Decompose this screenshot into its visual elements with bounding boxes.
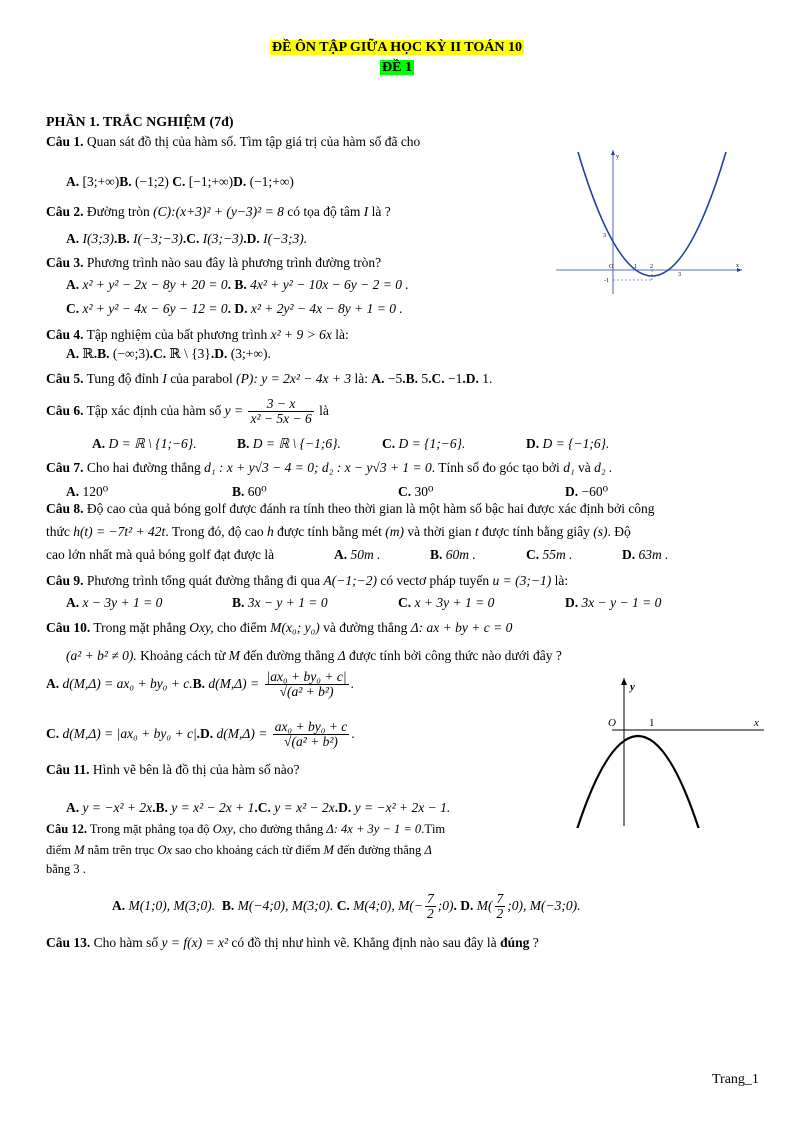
line-d2: d₂ . xyxy=(594,460,613,475)
option-label: . B. xyxy=(227,277,247,292)
question-8-line3 xyxy=(46,547,274,563)
fraction-denominator: 2 xyxy=(427,906,434,922)
graph1-tick-y3: 3 xyxy=(603,233,606,239)
question-8-line1 xyxy=(46,501,655,517)
option-label: C. xyxy=(398,595,412,610)
question-9-option-a xyxy=(66,595,162,611)
height-formula: h(t) = −7t² + 42t xyxy=(73,524,166,539)
question-8-option-c xyxy=(526,547,573,563)
question-9-option-d xyxy=(565,595,661,611)
line-delta: Δ: 4x + 3y − 1 = 0 xyxy=(326,822,422,836)
option-label: A. xyxy=(334,547,348,562)
question-text: có đồ thị như hình vẽ. Khẳng định nào sau đây là xyxy=(231,935,497,950)
unit-meter: (m) xyxy=(385,524,405,539)
option-value: ;0), M(−3;0). xyxy=(507,897,581,913)
question-text: được tính bằng giây xyxy=(482,524,590,539)
question-7 xyxy=(46,460,612,476)
y-axis-arrow xyxy=(621,678,627,685)
question-12-line2 xyxy=(46,843,432,858)
option-value: 50m . xyxy=(350,547,381,562)
option-label: A. xyxy=(112,897,126,913)
option-label: D. xyxy=(526,436,540,451)
question-9 xyxy=(46,573,568,589)
question-label: Câu 8. xyxy=(46,501,84,516)
question-text: và đường thẳng xyxy=(323,620,408,635)
question-text: Cho hàm số xyxy=(93,935,159,950)
option-label: C. xyxy=(46,725,60,741)
question-8-option-a xyxy=(334,547,381,563)
option-value: D = ℝ \ {1;−6}. xyxy=(108,436,197,451)
question-7-option-b xyxy=(232,484,267,500)
question-6-option-a xyxy=(92,436,197,452)
page-title xyxy=(0,40,794,56)
question-5 xyxy=(46,371,492,387)
option-value: 3x − y − 1 = 0 xyxy=(581,595,662,610)
distance-fraction-b xyxy=(265,670,349,699)
option-value: 60⁰ xyxy=(247,484,267,499)
question-label: Câu 1. xyxy=(46,134,84,149)
fraction-numerator: 3 − x xyxy=(248,397,313,412)
option-value: (−1;2) xyxy=(135,174,169,189)
graph2-tick-x1: 1 xyxy=(649,717,655,729)
option-label: .B. xyxy=(93,346,110,361)
question-text: ? xyxy=(532,935,539,950)
point-m-var: M xyxy=(228,648,241,663)
fraction-d xyxy=(495,892,506,921)
question-text: Khoảng cách từ xyxy=(140,648,226,663)
option-label: C. xyxy=(382,436,396,451)
option-label: D. xyxy=(565,484,579,499)
graph1-origin: O xyxy=(609,264,614,270)
question-text: cao lớn nhất mà quả bóng golf đạt được là xyxy=(46,547,275,562)
fraction-denominator: √(a² + b²) xyxy=(279,684,334,700)
question-label: Câu 6. xyxy=(46,402,84,418)
option-label: B. xyxy=(430,547,443,562)
question-label: Câu 4. xyxy=(46,327,84,342)
option-label: A. xyxy=(371,371,385,386)
question-4 xyxy=(46,327,349,343)
option-label: C. xyxy=(336,897,350,913)
option-value: 3x − y + 1 = 0 xyxy=(247,595,328,610)
option-value: d(M,Δ) = xyxy=(208,675,260,691)
point-m-var: M xyxy=(323,843,334,857)
option-label: .C. xyxy=(254,800,271,815)
function-lhs: y = xyxy=(224,402,244,418)
option-value: ℝ \ {3} xyxy=(169,346,211,361)
graph1-tick-x3: 3 xyxy=(678,272,681,278)
option-label: .D. xyxy=(210,346,228,361)
delta-var: Δ xyxy=(337,648,346,663)
option-value: I(−3;−3) xyxy=(133,231,183,246)
option-value: 30⁰ xyxy=(414,484,434,499)
vertex-variable: I xyxy=(162,371,167,386)
question-label: Câu 2. xyxy=(46,204,84,219)
question-10 xyxy=(46,620,512,636)
option-label: A. xyxy=(92,436,106,451)
option-value: D = {−1;6}. xyxy=(542,436,610,451)
option-label: B. xyxy=(192,675,205,691)
line-d1: d₁ xyxy=(563,460,575,475)
option-label: .B. xyxy=(152,800,168,815)
question-9-option-b xyxy=(232,595,328,611)
option-value: I(3;−3) xyxy=(202,231,244,246)
lines-equation: d₁ : x + y√3 − 4 = 0; d₂ : x − y√3 + 1 = 0 xyxy=(204,460,432,475)
question-text: thức xyxy=(46,524,70,539)
function-fraction xyxy=(248,397,313,426)
option-value: (−∞;3) xyxy=(112,346,150,361)
option-label: C. xyxy=(172,174,186,189)
option-value: x² + y² − 2x − 8y + 20 = 0 xyxy=(82,277,228,292)
page-number: Trang_1 xyxy=(712,1072,759,1087)
option-label: .D. xyxy=(462,371,479,386)
question-text: . Tính số đo góc tạo bởi xyxy=(431,460,560,475)
question-6-option-b xyxy=(237,436,341,452)
option-label: B. xyxy=(232,484,245,499)
option-value: D = ℝ \ {−1;6}. xyxy=(252,436,341,451)
question-6 xyxy=(46,397,329,426)
graph1-x-label: x xyxy=(736,263,739,269)
graph1-y-label: y xyxy=(616,154,619,160)
question-text: và xyxy=(578,460,591,475)
question-text: được tính bởi công thức nào dưới đây ? xyxy=(349,648,562,663)
option-value: (−1;+∞) xyxy=(249,174,294,189)
title-line1: ĐỀ ÔN TẬP GIỮA HỌC KỲ II TOÁN 10 xyxy=(272,40,522,55)
point-m: M(x₀; y₀) xyxy=(270,620,320,635)
option-value: 5 xyxy=(421,371,429,386)
option-value: −1 xyxy=(448,371,463,386)
option-value: 55m . xyxy=(542,547,573,562)
question-10-condition xyxy=(66,648,562,664)
fraction-numerator: ax₀ + by₀ + c xyxy=(274,719,348,734)
graph2-x-label: x xyxy=(754,717,759,729)
option-value: [3;+∞) xyxy=(82,174,120,189)
question-label: Câu 13. xyxy=(46,935,91,950)
question-text: đến đường thẳng xyxy=(337,843,422,857)
question-text: , cho đường thẳng xyxy=(232,822,324,836)
minus-sign: − xyxy=(413,897,424,913)
question-text: Đường tròn xyxy=(86,204,150,219)
graph2-origin: O xyxy=(608,717,616,729)
question-text: Cho hai đường thẳng xyxy=(86,460,201,475)
question-2 xyxy=(46,204,391,220)
axis-ox: Ox xyxy=(157,843,173,857)
question-7-option-a xyxy=(66,484,108,500)
graph2-y-label: y xyxy=(630,681,635,693)
option-value: 63m . xyxy=(638,547,669,562)
fraction-numerator: 7 xyxy=(427,891,434,906)
graph1-tick-ym1: -1 xyxy=(604,278,609,284)
option-label: A. xyxy=(66,277,80,292)
fraction-denominator: x² − 5x − 6 xyxy=(250,411,312,427)
question-13 xyxy=(46,935,539,951)
question-4-options xyxy=(66,346,271,362)
question-12-line1 xyxy=(46,822,445,837)
question-text: đến đường thẳng xyxy=(243,648,335,663)
question-6-option-c xyxy=(382,436,465,452)
function-equation: y = f(x) = x² xyxy=(161,935,229,950)
question-text: điểm xyxy=(46,843,71,857)
part1-heading: PHẦN 1. TRẮC NGHIỆM (7đ) xyxy=(46,115,234,130)
question-text: Phương trình nào sau đây là phương trình đường tròn? xyxy=(86,255,382,270)
fraction-numerator: 7 xyxy=(496,891,504,906)
option-label: B. xyxy=(119,174,132,189)
question-text: Trong mặt phẳng tọa độ xyxy=(89,822,210,836)
point-m-var: M xyxy=(74,843,85,857)
question-3-options-ab xyxy=(66,277,409,293)
option-label: A. xyxy=(66,484,80,499)
title-line2: ĐỀ 1 xyxy=(382,60,412,75)
plane-oxy: Oxy, xyxy=(189,620,214,635)
question-10-options-cd: C. d(M,Δ) = |ax₀ + by₀ + c|.D. d(M,Δ) = $\frac{\text{ax₀ + by₀ + c}}{\text{√(a² + b²)}}$ . xyxy=(46,719,355,750)
option-value: x² + 2y² − 4x − 8y + 1 = 0 . xyxy=(250,301,403,316)
question-1-options xyxy=(66,174,294,190)
question-text: là ? xyxy=(371,204,391,219)
question-text: Độ cao của quả bóng golf được đánh ra tính theo thời gian là một hàm số bậc hai được xác định bởi công xyxy=(86,501,655,516)
option-label: . D. xyxy=(227,301,248,316)
fraction-numerator: |ax₀ + by₀ + c| xyxy=(266,669,347,684)
graph1-tick-x2: 2 xyxy=(650,264,653,270)
graph1-tick-x1: 1 xyxy=(634,264,637,270)
option-value: d(M,Δ) = xyxy=(216,725,268,741)
question-text: là: xyxy=(354,371,368,386)
option-value: −60⁰ xyxy=(581,484,609,499)
question-8-line2 xyxy=(46,524,631,540)
option-value: x² + y² − 4x − 6y − 12 = 0 xyxy=(82,301,228,316)
parabola-curve xyxy=(578,152,726,276)
option-value: y = x² − 2x + 1 xyxy=(171,800,255,815)
option-label: D. xyxy=(565,595,579,610)
question-label: Câu 11. xyxy=(46,762,90,777)
option-value: y = −x² + 2x − 1. xyxy=(354,800,451,815)
question-label: Câu 12. xyxy=(46,822,87,836)
question-text: .Tìm xyxy=(421,822,446,836)
parabola-graph-1 xyxy=(556,148,746,296)
question-12-options xyxy=(112,892,581,921)
question-1 xyxy=(46,134,420,150)
point-a: A(−1;−2) xyxy=(323,573,377,588)
question-label: Câu 7. xyxy=(46,460,84,475)
option-label: . D. xyxy=(453,897,474,913)
question-text: Quan sát đồ thị của hàm số. Tìm tập giá trị của hàm số đã cho xyxy=(86,134,421,149)
parabola-graph-2 xyxy=(556,676,768,828)
option-label: .D. xyxy=(334,800,352,815)
option-value: ;0) xyxy=(437,897,454,913)
question-10-options-ab: A. d(M,Δ) = ax₀ + by₀ + c.B. d(M,Δ) = $\frac{\text{|ax₀ + by₀ + c|}}{\text{√(a² + b²)}}$ . xyxy=(46,669,354,700)
option-label: .B. xyxy=(113,231,130,246)
option-label: D. xyxy=(622,547,636,562)
option-value: 1. xyxy=(482,371,493,386)
inequality: x² + 9 > 6x xyxy=(270,327,332,342)
option-value: −5 xyxy=(387,371,403,386)
question-3 xyxy=(46,255,381,271)
question-text: và thời gian xyxy=(407,524,472,539)
question-7-option-d xyxy=(565,484,608,500)
option-label: B. xyxy=(232,595,245,610)
question-text: có tọa độ tâm xyxy=(287,204,361,219)
question-text: . Độ xyxy=(607,524,631,539)
question-6-option-d xyxy=(526,436,609,452)
option-value: D = {1;−6}. xyxy=(398,436,466,451)
option-value: d(M,Δ) = ax₀ + by₀ + c. xyxy=(62,675,193,691)
option-value: M(−4;0), M(3;0). xyxy=(237,897,334,913)
delta-var: Δ xyxy=(424,843,432,857)
question-text: là xyxy=(319,402,329,418)
question-8-option-b xyxy=(430,547,476,563)
option-label: B. xyxy=(237,436,250,451)
option-value: [−1;+∞) xyxy=(188,174,234,189)
option-label: .D. xyxy=(243,231,260,246)
question-text: có vectơ pháp tuyến xyxy=(380,573,490,588)
plane-oxy: Oxy xyxy=(212,822,233,836)
option-label: A. xyxy=(66,595,80,610)
option-label: C. xyxy=(66,301,80,316)
unit-second: (s) xyxy=(593,524,608,539)
option-value: ℝ xyxy=(82,346,94,361)
option-value: M(4;0), M( xyxy=(353,897,414,913)
question-text: Trong mặt phẳng xyxy=(93,620,186,635)
time-var: t xyxy=(474,524,479,539)
question-text: Tập xác định của hàm số xyxy=(86,402,222,418)
line-delta: Δ: ax + by + c = 0 xyxy=(410,620,513,635)
question-text: Tung độ đỉnh xyxy=(86,371,159,386)
height-var: h xyxy=(266,524,274,539)
option-label: A. xyxy=(46,675,60,691)
question-text: của parabol xyxy=(170,371,233,386)
option-value: y = x² − 2x xyxy=(274,800,335,815)
option-label: A. xyxy=(66,346,80,361)
question-text: . Trong đó, độ cao xyxy=(165,524,264,539)
question-text: Phương trình tổng quát đường thẳng đi qua xyxy=(86,573,321,588)
circle-equation: (C):(x+3)² + (y−3)² = 8 xyxy=(153,204,284,219)
option-value: y = −x² + 2x xyxy=(82,800,153,815)
option-label: A. xyxy=(66,231,80,246)
option-label: D. xyxy=(233,174,247,189)
option-label: C. xyxy=(398,484,412,499)
fraction-denominator: √(a² + b²) xyxy=(284,734,338,750)
question-text: nằm trên trục xyxy=(87,843,155,857)
center-variable: I xyxy=(363,204,369,219)
question-text: bằng 3 . xyxy=(46,862,86,876)
question-9-option-c xyxy=(398,595,494,611)
question-label: Câu 10. xyxy=(46,620,91,635)
question-7-option-c xyxy=(398,484,433,500)
question-text: sao cho khoảng cách từ điểm xyxy=(175,843,321,857)
option-label: A. xyxy=(66,174,80,189)
option-value: 120⁰ xyxy=(82,484,109,499)
option-label: B. xyxy=(221,897,235,913)
question-text: được tính bằng mét xyxy=(277,524,382,539)
normal-vector: u = (3;−1) xyxy=(492,573,552,588)
option-value: M( xyxy=(476,897,493,913)
option-value: (3;+∞). xyxy=(230,346,271,361)
question-12-line3 xyxy=(46,862,86,877)
y-axis-arrow xyxy=(611,150,615,155)
fraction-denominator: 2 xyxy=(496,906,504,922)
exam-number xyxy=(0,60,794,76)
option-value: M(1;0), M(3;0). xyxy=(128,897,216,913)
option-value: 60m . xyxy=(445,547,476,562)
question-text: là: xyxy=(554,573,569,588)
fraction-c xyxy=(425,892,436,921)
parabola-curve xyxy=(570,736,706,828)
question-text: cho điểm xyxy=(217,620,267,635)
option-label: .C. xyxy=(182,231,200,246)
option-label: C. xyxy=(526,547,540,562)
question-8-option-d xyxy=(622,547,669,563)
option-value: I(−3;3). xyxy=(263,231,308,246)
option-label: .C. xyxy=(149,346,167,361)
option-label: A. xyxy=(66,800,80,815)
option-value: x + 3y + 1 = 0 xyxy=(414,595,495,610)
parabola-equation: (P): y = 2x² − 4x + 3 xyxy=(236,371,352,386)
question-11-options xyxy=(66,800,450,816)
option-value: I(3;3) xyxy=(82,231,114,246)
question-text: Hình vẽ bên là đồ thị của hàm số nào? xyxy=(92,762,300,777)
condition: (a² + b² ≠ 0). xyxy=(66,648,137,663)
option-value: d(M,Δ) = |ax₀ + by₀ + c| xyxy=(62,725,197,741)
emphasis-word: đúng xyxy=(500,935,530,950)
question-label: Câu 5. xyxy=(46,371,84,386)
distance-fraction-d xyxy=(273,720,350,749)
question-text: Tập nghiệm của bất phương trình xyxy=(86,327,268,342)
question-text: là: xyxy=(335,327,349,342)
option-label: .B. xyxy=(402,371,419,386)
option-value: x − 3y + 1 = 0 xyxy=(82,595,163,610)
question-2-options xyxy=(66,231,307,247)
question-label: Câu 9. xyxy=(46,573,84,588)
option-label: .C. xyxy=(428,371,445,386)
question-label: Câu 3. xyxy=(46,255,84,270)
question-3-options-cd xyxy=(66,301,403,317)
question-11 xyxy=(46,762,299,778)
option-label: .D. xyxy=(196,725,214,741)
option-value: 4x² + y² − 10x − 6y − 2 = 0 . xyxy=(250,277,409,292)
